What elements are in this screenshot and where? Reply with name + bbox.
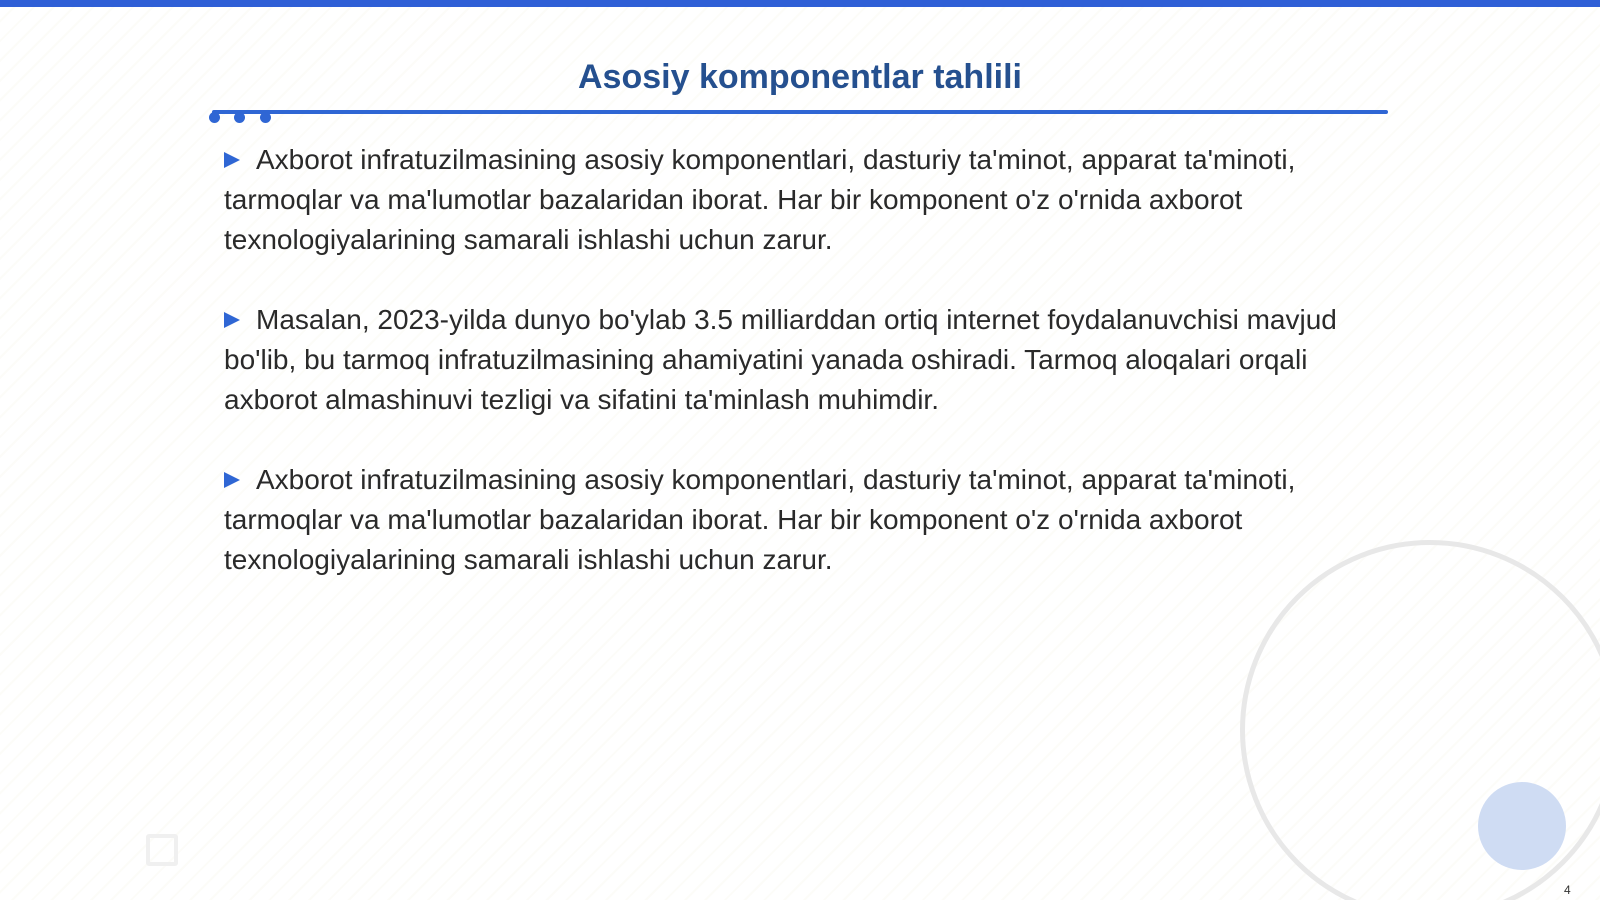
triangle-right-icon	[224, 152, 240, 168]
underline-dot-2	[234, 112, 245, 123]
triangle-right-icon	[224, 472, 240, 488]
underline-dot-1	[209, 112, 220, 123]
bullet-paragraph-1	[224, 140, 1364, 260]
slide-body	[224, 140, 1364, 620]
title-underline	[212, 110, 1388, 114]
page-number: 4	[1564, 883, 1571, 897]
decorative-circle	[1478, 782, 1566, 870]
paragraph-text: Axborot infratuzilmasining asosiy komponentlari, dasturiy ta'minot, apparat ta'minoti, tarmoqlar va ma'lumotlar bazalaridan iborat. Har bir komponent o'z o'rnida axborot texnologiyalarining samarali ishlashi uchun zarur.	[224, 464, 1296, 575]
slide-title: Asosiy komponentlar tahlili	[578, 58, 1022, 96]
underline-dot-3	[260, 112, 271, 123]
top-accent-bar	[0, 0, 1600, 7]
decorative-square	[146, 834, 178, 866]
paragraph-text: Axborot infratuzilmasining asosiy komponentlari, dasturiy ta'minot, apparat ta'minoti, tarmoqlar va ma'lumotlar bazalaridan iborat. Har bir komponent o'z o'rnida axborot texnologiyalarining samarali ishlashi uchun zarur.	[224, 144, 1296, 255]
bullet-paragraph-3	[224, 460, 1364, 580]
paragraph-text: Masalan, 2023-yilda dunyo bo'ylab 3.5 milliarddan ortiq internet foydalanuvchisi mavjud bo'lib, bu tarmoq infratuzilmasining ahamiyatini yanada oshiradi. Tarmoq aloqalari orqali axborot almashinuvi tezligi va sifatini ta'minlash muhimdir.	[224, 304, 1337, 415]
bullet-paragraph-2	[224, 300, 1364, 420]
triangle-right-icon	[224, 312, 240, 328]
